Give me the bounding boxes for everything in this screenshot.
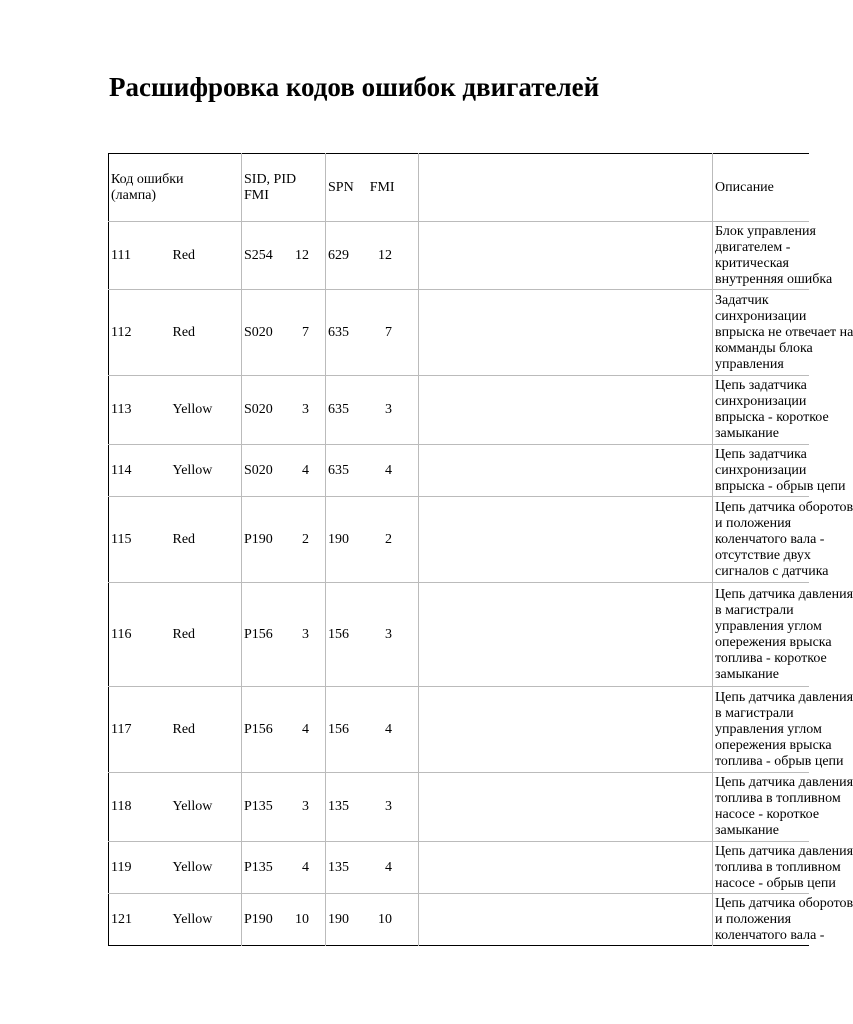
sid-value: P156 xyxy=(244,721,273,737)
sid-value: P156 xyxy=(244,626,273,642)
page-title: Расшифровка кодов ошибок двигателей xyxy=(109,72,600,102)
spn-fmi-cell xyxy=(326,497,419,583)
description-line: впрыска - обрыв цепи xyxy=(715,478,846,494)
table-row xyxy=(109,376,809,445)
description-line: Цепь задатчика xyxy=(715,378,807,393)
spn-fmi-cell xyxy=(326,445,419,497)
description-cell xyxy=(713,290,853,376)
spn-fmi-value: 2 xyxy=(385,531,392,547)
description-line: опережения врыска xyxy=(715,737,832,753)
sid-fmi-cell xyxy=(242,445,326,497)
spacer-cell xyxy=(419,687,713,773)
header-sid-pid-cell xyxy=(242,154,326,222)
description-line: сигналов с датчика xyxy=(715,563,829,579)
spn-value: 135 xyxy=(328,799,349,814)
spn-fmi-value: 3 xyxy=(385,799,392,814)
spacer-cell xyxy=(419,583,713,687)
error-code-cell: 121 xyxy=(111,911,132,927)
header-lamp: (лампа) xyxy=(111,187,157,203)
table-header-row xyxy=(109,154,809,222)
spn-fmi-value: 3 xyxy=(385,402,392,417)
description-line: топлива - обрыв цепи xyxy=(715,753,844,769)
description-line: Цепь датчика давления xyxy=(715,689,853,705)
sid-fmi-cell xyxy=(242,290,326,376)
description-line: насосе - обрыв цепи xyxy=(715,875,836,891)
description-line: Цепь датчика оборотов xyxy=(715,895,853,911)
description-line: синхронизации xyxy=(715,462,807,478)
lamp-cell: Yellow xyxy=(171,894,242,946)
description-cell xyxy=(713,687,853,773)
spn-value: 635 xyxy=(328,324,349,340)
sid-value: P190 xyxy=(244,531,273,547)
description-line: синхронизации xyxy=(715,308,807,324)
description-line: замыкание xyxy=(715,666,780,682)
lamp-cell: Red xyxy=(171,583,242,687)
description-line: управления xyxy=(715,356,784,372)
error-code-cell: 111 xyxy=(109,222,171,290)
header-sid-pid: SID, PID xyxy=(244,171,297,187)
description-cell xyxy=(713,773,853,842)
sid-fmi-cell xyxy=(242,894,326,946)
spn-fmi-cell xyxy=(326,687,419,773)
description-line: Цепь датчика оборотов xyxy=(715,499,853,515)
spacer-cell xyxy=(419,497,713,583)
header-code: Код ошибки xyxy=(111,171,184,187)
description-line: критическая xyxy=(715,255,789,271)
table-row xyxy=(109,497,809,583)
sid-value: P135 xyxy=(244,799,273,814)
spn-fmi-cell xyxy=(326,842,419,894)
header-spacer-cell xyxy=(419,154,713,222)
spacer-cell xyxy=(419,290,713,376)
description-cell xyxy=(713,445,846,497)
description-line: и положения xyxy=(715,515,792,531)
fmi-value: 12 xyxy=(295,247,309,263)
description-line: в магистрали xyxy=(715,602,794,618)
spacer-cell xyxy=(419,222,713,290)
sid-fmi-cell xyxy=(242,842,326,894)
sid-fmi-cell xyxy=(242,497,326,583)
sid-value: S254 xyxy=(244,247,273,263)
description-line: внутренняя ошибка xyxy=(715,271,833,287)
spn-fmi-cell xyxy=(326,894,419,946)
spn-value: 135 xyxy=(328,859,349,875)
error-code-cell: 114 xyxy=(109,445,171,497)
error-code-cell: 116 xyxy=(109,583,171,687)
spn-fmi-value: 4 xyxy=(385,462,392,478)
spn-value: 190 xyxy=(328,531,349,547)
description-line: топлива в топливном xyxy=(715,859,841,875)
table-row xyxy=(109,894,809,946)
lamp-cell: Yellow xyxy=(171,842,242,894)
lamp-cell: Red xyxy=(171,290,242,376)
header-desc-cell xyxy=(713,154,809,222)
fmi-value: 4 xyxy=(302,859,309,875)
error-code-cell: 119 xyxy=(109,842,171,894)
spn-value: 629 xyxy=(328,247,349,263)
description-line: Цепь датчика давления xyxy=(715,586,853,602)
description-line: впрыска не отвечает на xyxy=(715,324,853,340)
sid-value: P135 xyxy=(244,859,273,875)
spacer-cell xyxy=(419,842,713,894)
spn-fmi-value: 4 xyxy=(385,721,392,737)
description-line: управления углом xyxy=(715,618,822,634)
description-line: синхронизации xyxy=(715,394,807,409)
description-line: насосе - короткое xyxy=(715,807,820,822)
header-code-cell xyxy=(109,154,242,222)
spn-value: 635 xyxy=(328,402,349,417)
description-line: и положения xyxy=(715,911,792,927)
sid-fmi-cell xyxy=(242,222,326,290)
table-row xyxy=(109,842,809,894)
description-cell xyxy=(713,894,853,946)
description-line: Цепь задатчика xyxy=(715,446,807,462)
description-line: замыкание xyxy=(715,823,780,838)
lamp-cell: Yellow xyxy=(171,773,242,842)
description-line: в магистрали xyxy=(715,705,794,721)
fmi-value: 7 xyxy=(302,324,309,340)
description-line: опережения врыска xyxy=(715,634,832,650)
fmi-value: 10 xyxy=(295,911,309,927)
lamp-cell: Red xyxy=(171,497,242,583)
spn-fmi-cell xyxy=(326,376,419,445)
spn-value: 156 xyxy=(328,721,349,737)
error-code-cell: 117 xyxy=(109,687,171,773)
spn-fmi-cell xyxy=(326,290,419,376)
sid-value: S020 xyxy=(244,324,273,340)
spn-value: 190 xyxy=(328,911,349,927)
sid-fmi-cell xyxy=(242,773,326,842)
table-row xyxy=(109,773,809,842)
description-cell xyxy=(713,842,853,894)
header-spn: SPN xyxy=(328,179,354,195)
error-codes-table xyxy=(108,153,853,946)
header-fmi2: FMI xyxy=(369,179,395,195)
lamp-cell: Yellow xyxy=(171,445,242,497)
description-cell xyxy=(713,583,853,687)
spn-fmi-cell xyxy=(326,222,419,290)
spn-fmi-value: 3 xyxy=(385,626,392,642)
spacer-cell xyxy=(419,773,713,842)
description-line: Блок управления xyxy=(715,223,816,239)
fmi-value: 3 xyxy=(302,799,309,814)
spacer-cell xyxy=(419,445,713,497)
description-line: впрыска - короткое xyxy=(715,410,829,425)
error-code-cell: 115 xyxy=(109,497,171,583)
header-desc: Описание xyxy=(715,179,774,195)
description-cell xyxy=(713,376,829,445)
description-line: топлива в топливном xyxy=(715,791,841,806)
spn-fmi-value: 7 xyxy=(385,324,392,340)
description-line: Цепь датчика давления xyxy=(715,775,853,790)
fmi-value: 4 xyxy=(302,721,309,737)
fmi-value: 4 xyxy=(302,462,309,478)
fmi-value: 3 xyxy=(302,626,309,642)
spn-fmi-value: 10 xyxy=(378,911,392,927)
lamp-cell: Red xyxy=(171,222,242,290)
spn-fmi-value: 4 xyxy=(385,859,392,875)
description-line: управления углом xyxy=(715,721,822,737)
fmi-value: 2 xyxy=(302,531,309,547)
sid-fmi-cell xyxy=(242,687,326,773)
error-code-cell: 118 xyxy=(109,773,171,842)
description-line: двигателем - xyxy=(715,239,791,255)
spn-value: 156 xyxy=(328,626,349,642)
spacer-cell xyxy=(419,376,713,445)
header-fmi: FMI xyxy=(244,187,269,203)
sid-fmi-cell xyxy=(242,376,326,445)
sid-value: P190 xyxy=(244,911,273,927)
table-row xyxy=(109,583,809,687)
table-row xyxy=(109,687,809,773)
description-line: топлива - короткое xyxy=(715,650,827,666)
description-cell xyxy=(713,222,833,290)
table-row xyxy=(109,445,809,497)
lamp-cell: Red xyxy=(171,687,242,773)
error-code-cell: 113 xyxy=(109,376,171,445)
spacer-cell xyxy=(419,894,713,946)
spn-value: 635 xyxy=(328,462,349,478)
table-row xyxy=(109,290,809,376)
description-line: замыкание xyxy=(715,426,780,441)
description-line: комманды блока xyxy=(715,340,813,356)
description-line: коленчатого вала - xyxy=(715,531,825,547)
header-spn-fmi-cell xyxy=(326,154,419,222)
description-line: коленчатого вала - xyxy=(715,927,825,943)
fmi-value: 3 xyxy=(302,402,309,417)
description-cell xyxy=(713,497,853,583)
description-line: отсутствие двух xyxy=(715,547,811,563)
sid-value: S020 xyxy=(244,462,273,478)
sid-value: S020 xyxy=(244,402,273,417)
sid-fmi-cell xyxy=(242,583,326,687)
spn-fmi-value: 12 xyxy=(378,247,392,263)
spn-fmi-cell xyxy=(326,583,419,687)
error-code-cell: 112 xyxy=(109,290,171,376)
lamp-cell: Yellow xyxy=(171,376,242,445)
table-row xyxy=(109,222,809,290)
spn-fmi-cell xyxy=(326,773,419,842)
description-line: Задатчик xyxy=(715,292,769,308)
description-line: Цепь датчика давления xyxy=(715,843,853,859)
